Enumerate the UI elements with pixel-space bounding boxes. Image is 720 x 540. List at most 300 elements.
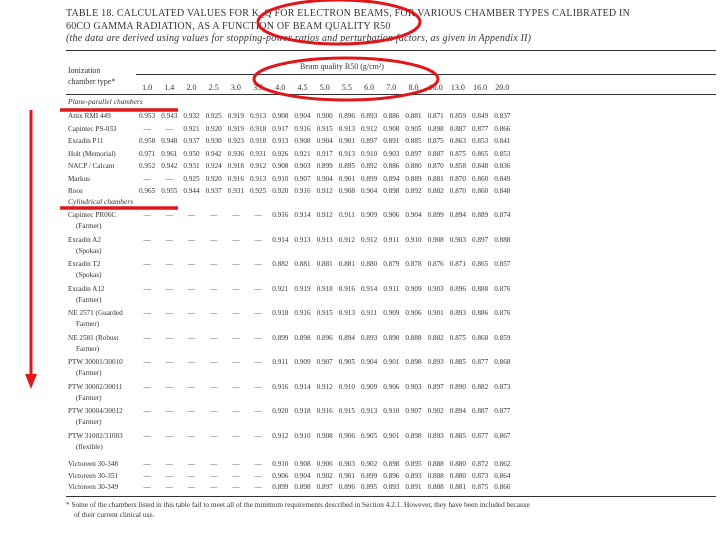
table-cell: 0.882 [472, 382, 489, 391]
table-cell: 0.916 [227, 174, 244, 183]
table-cell: — [187, 235, 196, 244]
table-cell: 0.901 [383, 431, 400, 440]
table-cell: — [254, 431, 262, 440]
table-cell: 0.874 [494, 211, 511, 219]
table-cell: — [210, 309, 218, 317]
footnote-line-2: of their current clinical use. [74, 510, 155, 519]
table-cell: — [165, 471, 173, 480]
column-header: 4.5 [297, 83, 308, 92]
table-cell: — [210, 235, 218, 244]
table-cell: 0.876 [494, 284, 511, 293]
table-cell: — [165, 431, 173, 440]
table-cell: 0.958 [139, 137, 156, 145]
table-cell: 0.889 [472, 211, 489, 219]
table-cell: 0.925 [250, 187, 267, 195]
header-beam-quality: Beam quality R50 (g/cm²) [300, 62, 384, 71]
table-cell: 0.849 [472, 112, 489, 120]
table-cell: 0.890 [449, 382, 466, 391]
table-cell: 0.853 [494, 149, 511, 158]
table-cell: 0.921 [183, 124, 200, 133]
table-cell: — [210, 407, 218, 415]
table-cell: 0.895 [405, 460, 422, 468]
table-title [66, 8, 716, 46]
table-row [0, 236, 720, 247]
table-cell: 0.908 [272, 162, 289, 170]
table-cell: — [187, 382, 196, 391]
table-cell: 0.918 [250, 124, 267, 133]
table-cell: 0.912 [338, 235, 355, 244]
table-cell: 0.925 [183, 174, 200, 183]
table-cell: 0.888 [494, 235, 511, 244]
table-cell: 0.880 [405, 162, 422, 170]
table-cell: 0.936 [227, 149, 244, 158]
chamber-name: PTW 30001/30010 [68, 358, 123, 366]
table-cell: 0.871 [427, 112, 444, 120]
table-cell: 0.886 [472, 309, 489, 317]
table-cell: 0.916 [294, 124, 311, 133]
table-cell: 0.888 [427, 483, 444, 491]
chamber-name: Victoreen 30-348 [68, 460, 119, 468]
table-cell: 0.909 [361, 211, 378, 219]
table-cell: — [210, 471, 218, 480]
chamber-name: Exradin T2 [68, 260, 101, 268]
table-cell: 0.900 [316, 112, 333, 120]
table-cell: 0.898 [405, 431, 422, 440]
table-cell: 0.917 [272, 124, 289, 133]
table-cell: 0.896 [316, 333, 333, 342]
chamber-subname: (Spokas) [76, 271, 102, 279]
table-cell: 0.924 [205, 162, 222, 170]
table-cell: — [165, 174, 173, 183]
table-cell: 0.914 [361, 284, 378, 293]
table-cell: 0.921 [272, 284, 289, 293]
table-cell: 0.882 [427, 333, 444, 342]
table-cell: — [187, 260, 196, 268]
table-cell: 0.919 [294, 284, 311, 293]
table-cell: 0.870 [449, 187, 466, 195]
table-cell: — [165, 407, 173, 415]
table-row [0, 137, 720, 148]
table-cell: 0.920 [272, 187, 289, 195]
header-ionization: Ionization [68, 66, 101, 75]
table-cell: 0.893 [427, 431, 444, 440]
table-cell: 0.965 [139, 187, 156, 195]
table-cell: 0.841 [494, 137, 511, 145]
table-cell: 0.926 [272, 149, 289, 158]
table-cell: — [143, 211, 151, 219]
table-cell: 0.930 [205, 137, 222, 145]
table-cell: 0.877 [472, 431, 489, 440]
table-cell: 0.870 [449, 174, 466, 183]
table-cell: 0.873 [494, 382, 511, 391]
table-cell: 0.895 [338, 162, 355, 170]
table-cell: 0.937 [183, 137, 200, 145]
chamber-subname: (flexible) [76, 442, 103, 451]
table-cell: 0.953 [139, 112, 156, 120]
table-cell: 0.920 [272, 407, 289, 415]
table-cell: 0.952 [139, 162, 156, 170]
table-cell: — [143, 260, 151, 268]
table-cell: — [143, 235, 151, 244]
chamber-name: Capintec PS-033 [68, 124, 117, 133]
table-cell: 0.912 [316, 211, 333, 219]
table-cell: — [254, 407, 262, 415]
table-cell: — [165, 211, 173, 219]
table-cell: 0.912 [272, 431, 289, 440]
table-cell: 0.881 [405, 112, 422, 120]
chamber-name: NE 2581 (Robust [68, 333, 119, 342]
chamber-name: Attix RMI 449 [68, 112, 111, 120]
table-cell: 0.913 [272, 137, 289, 145]
table-cell: 0.944 [183, 187, 200, 195]
table-title-line-2: 60CO GAMMA RADIATION, AS A FUNCTION OF BEAM QUALITY R50 [66, 20, 391, 32]
table-cell: 0.893 [361, 333, 378, 342]
chamber-subname: (Farmer) [76, 369, 102, 377]
table-cell: 0.860 [472, 187, 489, 195]
table-cell: 0.866 [494, 483, 511, 491]
table-cell: 0.899 [272, 483, 289, 491]
table-cell: — [143, 382, 151, 391]
table-cell: — [165, 284, 173, 293]
table-cell: 0.903 [294, 162, 311, 170]
table-cell: — [210, 460, 218, 468]
table-cell: 0.891 [405, 483, 422, 491]
table-cell: 0.903 [383, 149, 400, 158]
table-cell: — [187, 407, 196, 415]
table-cell: — [232, 309, 240, 317]
table-cell: 0.898 [427, 124, 444, 133]
table-bottom-rule [66, 496, 716, 497]
table-cell: 0.911 [272, 358, 289, 366]
table-cell: — [254, 333, 262, 342]
table-cell: 0.909 [294, 358, 311, 366]
table-cell: — [254, 260, 262, 268]
chamber-name: Exradin P11 [68, 137, 104, 145]
table-cell: 0.904 [405, 211, 422, 219]
chamber-name: Holt (Memorial) [68, 149, 116, 158]
column-header: 3.5 [253, 83, 264, 92]
table-cell: 0.912 [361, 235, 378, 244]
table-row [0, 211, 720, 222]
table-cell: 0.878 [405, 260, 422, 268]
table-cell: 0.914 [294, 211, 311, 219]
table-row [0, 334, 720, 345]
table-cell: 0.906 [272, 471, 289, 480]
table-cell: 0.916 [338, 284, 355, 293]
table-cell: — [187, 211, 196, 219]
table-cell: 0.863 [449, 137, 466, 145]
table-cell: — [187, 333, 196, 342]
table-cell: 0.911 [383, 284, 400, 293]
table-cell: 0.885 [449, 431, 466, 440]
table-cell: — [232, 471, 240, 480]
table-cell: 0.906 [405, 309, 422, 317]
table-cell: 0.902 [361, 460, 378, 468]
table-cell: — [210, 260, 218, 268]
table-cell: 0.881 [427, 174, 444, 183]
table-cell: 0.890 [383, 333, 400, 342]
table-cell: 0.913 [338, 124, 355, 133]
table-cell: 0.904 [361, 358, 378, 366]
table-cell: 0.917 [316, 149, 333, 158]
table-cell: 0.897 [472, 235, 489, 244]
table-cell: 0.899 [427, 211, 444, 219]
table-cell: 0.921 [294, 149, 311, 158]
table-cell: 0.955 [161, 187, 178, 195]
table-cell: 0.913 [294, 235, 311, 244]
table-cell: 0.864 [494, 471, 511, 480]
column-header: 7.0 [386, 83, 397, 92]
table-cell: 0.920 [205, 174, 222, 183]
table-cell: 0.892 [405, 187, 422, 195]
table-cell: 0.866 [494, 124, 511, 133]
table-title-line-1: TABLE 18. CALCULATED VALUES FOR K_Q FOR ELECTRON BEAMS, FOR VARIOUS CHAMBER TYPES CALIBRATED IN [66, 8, 630, 19]
table-cell: — [254, 235, 262, 244]
table-cell: — [143, 174, 151, 183]
chamber-name: NE 2571 (Guarded [68, 309, 123, 317]
column-header: 10.0 [428, 83, 443, 92]
table-cell: 0.919 [227, 112, 244, 120]
table-cell: — [143, 407, 151, 415]
table-cell: 0.913 [316, 235, 333, 244]
table-cell: 0.895 [361, 483, 378, 491]
table-cell: 0.943 [161, 112, 178, 120]
chamber-subname: (Spokas) [76, 246, 102, 255]
table-cell: 0.876 [494, 309, 511, 317]
table-cell: 0.880 [449, 460, 466, 468]
chamber-subname: (Farmer) [76, 418, 102, 426]
table-cell: 0.901 [338, 137, 355, 145]
table-cell: — [165, 309, 173, 317]
table-cell: — [232, 235, 240, 244]
table-cell: 0.901 [383, 358, 400, 366]
table-cell: 0.896 [383, 471, 400, 480]
table-cell: 0.893 [449, 309, 466, 317]
table-cell: 0.904 [294, 112, 311, 120]
table-cell: 0.891 [383, 137, 400, 145]
chamber-subname: (Farmer) [76, 393, 102, 402]
table-cell: 0.903 [405, 382, 422, 391]
table-cell: 0.865 [472, 260, 489, 268]
table-cell: 0.906 [338, 431, 355, 440]
table-cell: 0.894 [449, 211, 466, 219]
table-cell: 0.901 [427, 309, 444, 317]
table-cell: 0.902 [316, 471, 333, 480]
table-cell: 0.862 [494, 460, 511, 468]
table-cell: 0.865 [472, 149, 489, 158]
table-row [0, 150, 720, 161]
table-cell: 0.910 [272, 174, 289, 183]
table-cell: 0.881 [316, 260, 333, 268]
table-cell: — [232, 333, 240, 342]
chamber-subname: (Farmer) [76, 222, 102, 230]
table-cell: 0.896 [449, 284, 466, 293]
table-row [0, 472, 720, 483]
table-cell: 0.914 [272, 235, 289, 244]
table-cell: — [143, 358, 151, 366]
table-cell: 0.913 [361, 407, 378, 415]
table-cell: 0.872 [472, 460, 489, 468]
table-cell: 0.903 [338, 460, 355, 468]
table-row [0, 162, 720, 173]
table-cell: 0.904 [316, 137, 333, 145]
table-cell: 0.904 [361, 187, 378, 195]
table-cell: 0.910 [405, 235, 422, 244]
footnote [66, 500, 716, 520]
table-cell: 0.913 [250, 174, 267, 183]
table-cell: 0.907 [294, 174, 311, 183]
table-cell: 0.912 [361, 124, 378, 133]
table-row [0, 460, 720, 471]
chamber-name: Exradin A2 [68, 235, 101, 244]
table-cell: 0.912 [316, 187, 333, 195]
table-cell: — [143, 460, 151, 468]
table-cell: 0.914 [294, 382, 311, 391]
table-cell: 0.873 [472, 471, 489, 480]
section-plane-parallel: Plane-parallel chambers [68, 97, 143, 106]
chamber-name: PTW 31002/31003 [68, 431, 123, 440]
table-cell: — [165, 358, 173, 366]
table-cell: 0.908 [294, 460, 311, 468]
table-cell: 0.853 [472, 137, 489, 145]
table-cell: 0.942 [205, 149, 222, 158]
table-cell: 0.902 [427, 407, 444, 415]
table-cell: 0.920 [205, 124, 222, 133]
table-cell: 0.893 [427, 358, 444, 366]
table-cell: 0.918 [294, 407, 311, 415]
table-row [0, 112, 720, 123]
table-cell: 0.859 [449, 112, 466, 120]
table-cell: 0.875 [472, 483, 489, 491]
table-cell: 0.907 [316, 358, 333, 366]
table-cell: 0.916 [272, 382, 289, 391]
table-cell: 0.909 [405, 284, 422, 293]
table-cell: 0.908 [316, 431, 333, 440]
table-cell: — [165, 260, 173, 268]
table-cell: 0.910 [294, 431, 311, 440]
table-cell: 0.882 [272, 260, 289, 268]
table-cell: — [143, 431, 151, 440]
table-cell: 0.887 [449, 124, 466, 133]
table-cell: 0.857 [494, 260, 511, 268]
table-cell: — [143, 471, 151, 480]
table-cell: — [232, 407, 240, 415]
table-cell: — [254, 483, 262, 491]
table-cell: 0.860 [472, 174, 489, 183]
table-cell: — [254, 284, 262, 293]
table-cell: — [210, 358, 218, 366]
table-cell: — [187, 471, 196, 480]
table-cell: 0.918 [316, 284, 333, 293]
table-cell: 0.898 [294, 483, 311, 491]
column-header: 1.0 [142, 83, 153, 92]
table-cell: 0.905 [361, 431, 378, 440]
table-cell: 0.876 [427, 260, 444, 268]
table-cell: 0.868 [472, 333, 489, 342]
table-cell: 0.877 [472, 358, 489, 366]
column-header: 6.0 [364, 83, 375, 92]
chamber-name: Capintec PR06C [68, 211, 117, 219]
table-cell: 0.848 [472, 162, 489, 170]
table-cell: 0.915 [338, 407, 355, 415]
table-cell: — [187, 483, 196, 491]
table-cell: 0.886 [383, 112, 400, 120]
chamber-name: NACP / Calcam [68, 162, 115, 170]
table-row [0, 175, 720, 186]
table-cell: 0.905 [405, 124, 422, 133]
table-cell: 0.908 [427, 235, 444, 244]
table-cell: 0.931 [227, 187, 244, 195]
table-cell: 0.894 [449, 407, 466, 415]
table-cell: 0.915 [316, 309, 333, 317]
table-cell: 0.877 [494, 407, 511, 415]
table-row [0, 125, 720, 136]
table-cell: 0.877 [472, 124, 489, 133]
table-cell: 0.915 [316, 124, 333, 133]
section-cylindrical: Cylindrical chambers [68, 197, 134, 206]
table-cell: — [210, 211, 218, 219]
table-cell: 0.881 [294, 260, 311, 268]
table-cell: 0.913 [338, 149, 355, 158]
table-cell: 0.908 [294, 137, 311, 145]
table-cell: — [165, 382, 173, 391]
table-cell: 0.919 [227, 124, 244, 133]
table-row [0, 309, 720, 320]
table-cell: 0.907 [405, 407, 422, 415]
table-cell: — [187, 309, 196, 317]
table-cell: 0.897 [405, 149, 422, 158]
table-cell: — [254, 471, 262, 480]
column-header: 1.4 [164, 83, 175, 92]
table-cell: 0.916 [316, 407, 333, 415]
table-cell: 0.868 [494, 358, 511, 366]
table-cell: — [143, 309, 151, 317]
table-cell: 0.858 [449, 162, 466, 170]
table-cell: 0.892 [361, 162, 378, 170]
table-cell: 0.898 [294, 333, 311, 342]
table-cell: 0.894 [383, 174, 400, 183]
table-cell: 0.888 [427, 471, 444, 480]
table-cell: 0.916 [294, 309, 311, 317]
table-cell: — [165, 483, 173, 491]
table-cell: 0.896 [338, 112, 355, 120]
table-cell: 0.904 [316, 174, 333, 183]
table-cell: — [254, 358, 262, 366]
column-header: 3.0 [230, 83, 241, 92]
table-cell: 0.898 [383, 460, 400, 468]
column-header: 4.0 [275, 83, 286, 92]
table-cell: 0.888 [427, 460, 444, 468]
table-cell: — [187, 284, 196, 293]
table-cell: 0.899 [361, 471, 378, 480]
table-cell: — [165, 460, 173, 468]
table-cell: 0.859 [494, 333, 511, 342]
column-header: 2.0 [186, 83, 197, 92]
table-cell: — [210, 333, 218, 342]
table-cell: 0.887 [472, 407, 489, 415]
table-cell: 0.971 [139, 149, 156, 158]
table-cell: 0.849 [494, 174, 511, 183]
table-row [0, 285, 720, 296]
chamber-subname: Farmer) [76, 320, 100, 328]
table-cell: 0.903 [427, 284, 444, 293]
column-header: 8.0 [408, 83, 419, 92]
table-cell: — [232, 483, 240, 491]
table-cell: 0.909 [383, 309, 400, 317]
table-cell: 0.908 [338, 187, 355, 195]
table-cell: — [232, 260, 240, 268]
table-cell: 0.881 [338, 260, 355, 268]
